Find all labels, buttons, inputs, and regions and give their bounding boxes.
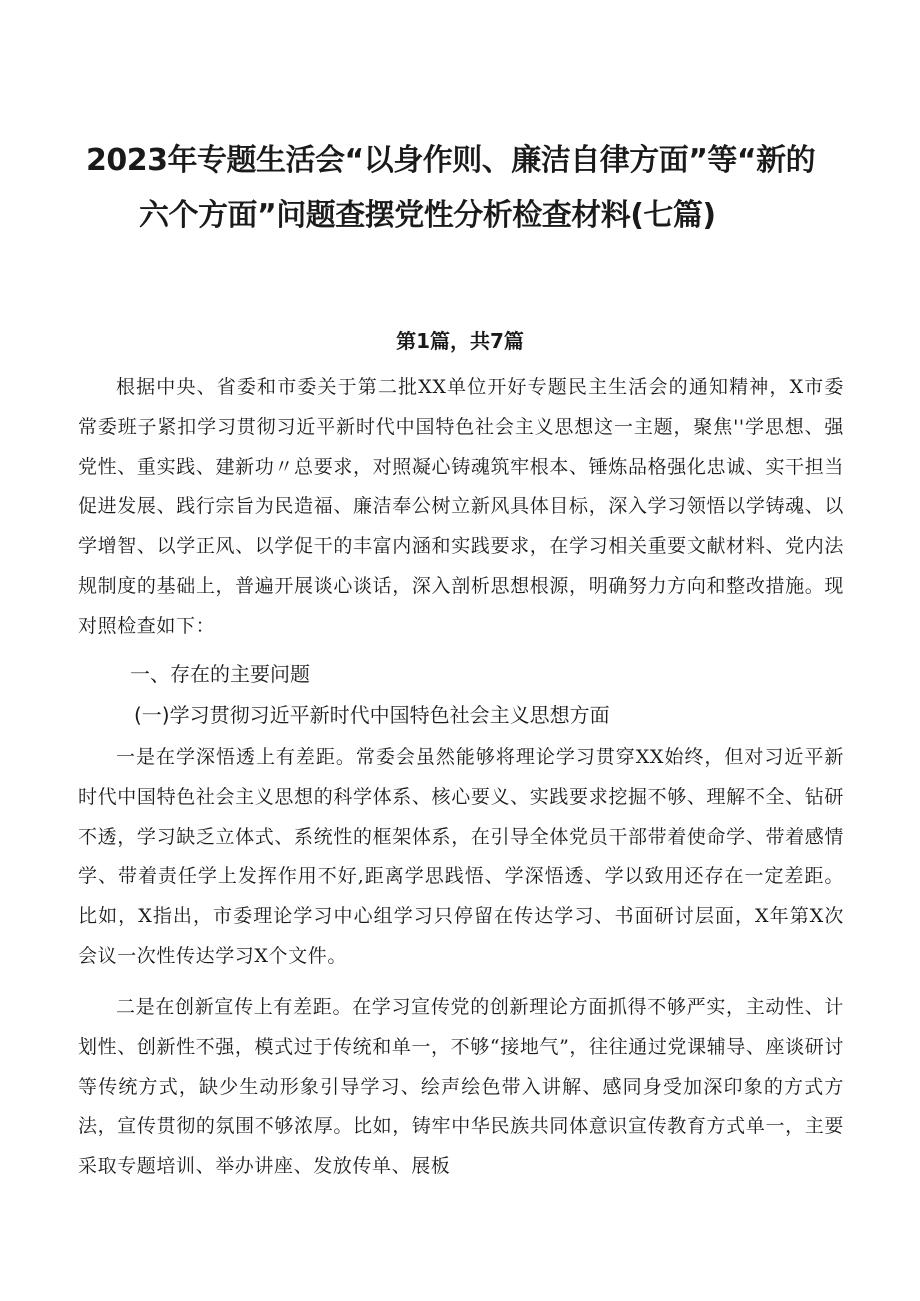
intro-paragraph: 根据中央、省委和市委关于第二批XX单位开好专题民主生活会的通知精神，X市委常委班子紧扣学习贯彻习近平新时代中国特色社会主义思想这一主题，聚焦''学思想、强党性、重实践、建新功〃总要求，对照凝心铸魂筑牢根本、锤炼品格强化忠诚、实干担当促进发展、践行宗旨为民造福、廉洁奉公树立新风具体目标，深入学习领悟以学铸魂、以学增智、以学正风、以学促干的丰富内涵和实践要求，在学习相关重要文献材料、党内法规制度的基础上，普遍开展谈心谈话，深入剖析思想根源，明确努力方向和整改措施。现对照检查如下： (78, 376, 844, 637)
document-title-line-1: 2023年专题生活会“以身作则、廉洁自律方面”等“新的 (86, 143, 816, 178)
document-title-line-2: 六个方面”问题查摆党性分析检查材料(七篇) (139, 198, 716, 233)
point-2-paragraph: 二是在创新宣传上有差距。在学习宣传党的创新理论方面抓得不够严实，主动性、计划性、创新性不强，模式过于传统和单一，不够“接地气”，往往通过党课辅导、座谈研讨等传统方式，缺少生动形象引导学习、绘声绘色带入讲解、感同身受加深印象的方式方法，宣传贯彻的氛围不够浓厚。比如，铸牢中华民族共同体意识宣传教育方式单一，主要采取专题培训、举办讲座、发放传单、展板 (78, 996, 844, 1178)
part-label: 第1篇，共7篇 (396, 329, 524, 353)
point-1-paragraph: 一是在学深悟透上有差距。常委会虽然能够将理论学习贯穿XX始终，但对习近平新时代中国特色社会主义思想的科学体系、核心要义、实践要求挖掘不够、理解不全、钻研不透，学习缺乏立体式、系统性的框架体系，在引导全体党员干部带着使命学、带着感情学、带着责任学上发挥作用不好,距离学思践悟、学深悟透、学以致用还存在一定差距。比如，X指出，市委理论学习中心组学习只停留在传达学习、书面研讨层面，X年第X次会议一次性传达学习X个文件。 (78, 746, 844, 967)
subsection-heading: (一)学习贯彻习近平新时代中国特色社会主义思想方面 (134, 703, 610, 727)
section-heading: 一、存在的主要问题 (130, 662, 310, 686)
